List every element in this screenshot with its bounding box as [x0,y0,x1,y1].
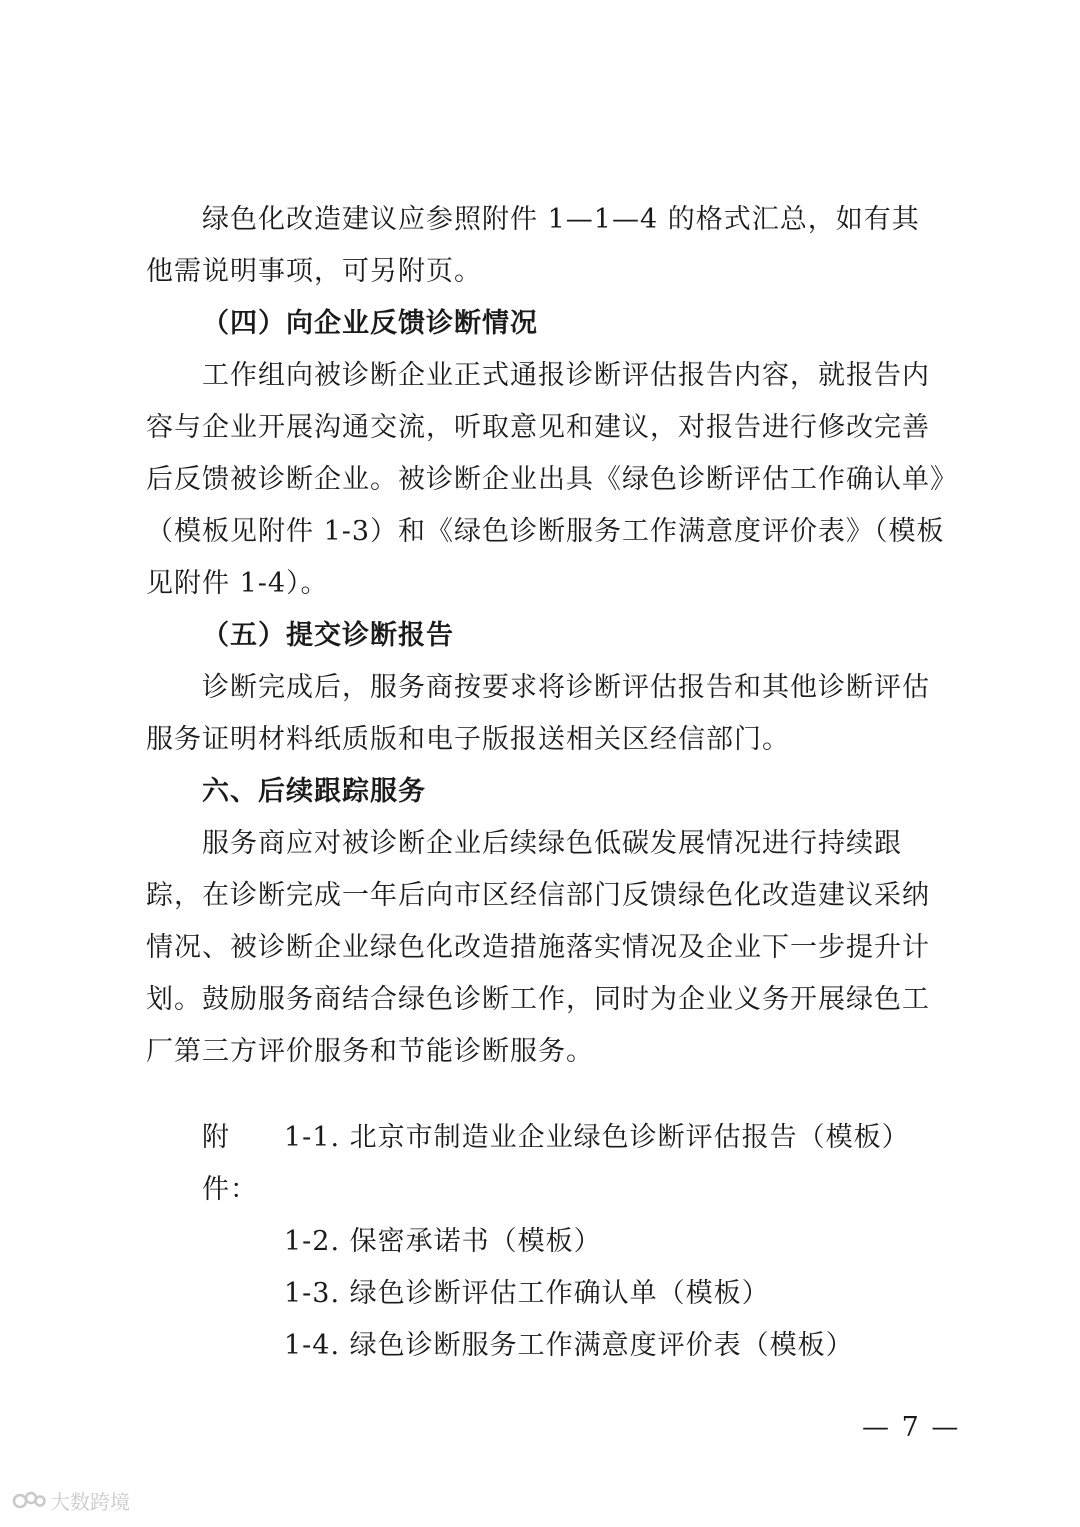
attachment-item-text: 1-3. 绿色诊断评估工作确认单（模板） [284,1278,770,1309]
document-body [146,194,946,1078]
watermark-text: 大数跨境 [50,1490,130,1514]
attachment-item-text: 1-2. 保密承诺书（模板） [284,1226,602,1257]
section-heading-follow-up: 六、后续跟踪服务 [202,776,426,807]
paragraph-submit-report: 诊断完成后，服务商按要求将诊断评估报告和其他诊断评估服务证明材料纸质版和电子版报送相关区经信部门。 [146,672,930,755]
paragraph-follow-up: 服务商应对被诊断企业后续绿色低碳发展情况进行持续跟踪，在诊断完成一年后向市区经信部门反馈绿色化改造建议采纳情况、被诊断企业绿色化改造措施落实情况及企业下一步提升计划。鼓励服务商结合绿色诊断工作，同时为企业义务开展绿色工厂第三方评价服务和节能诊断服务。 [146,828,930,1067]
paragraph-formatting-note: 绿色化改造建议应参照附件 1—1—4 的格式汇总，如有其他需说明事项，可另附页。 [146,204,920,287]
attachment-item [202,1320,910,1372]
section-heading-submit-report: （五）提交诊断报告 [202,620,454,651]
paragraph-feedback: 工作组向被诊断企业正式通报诊断评估报告内容，就报告内容与企业开展沟通交流，听取意见和建议，对报告进行修改完善后反馈被诊断企业。被诊断企业出具《绿色诊断评估工作确认单》（模板见附件 1-3）和《绿色诊断服务工作满意度评价表》（模板见附件 1-4）。 [146,360,945,599]
attachment-item [202,1216,910,1268]
watermark [12,1486,130,1515]
page-number: — 7 — [862,1412,961,1443]
brand-logo-icon [12,1488,46,1514]
attachment-item-text: 1-1. 北京市制造业企业绿色诊断评估报告（模板） [284,1122,910,1153]
attachment-item-text: 1-4. 绿色诊断服务工作满意度评价表（模板） [284,1330,854,1361]
attachments-list [202,1112,910,1372]
section-heading-feedback: （四）向企业反馈诊断情况 [202,308,538,339]
attachments-label: 附件： [202,1122,258,1205]
attachment-item [202,1268,910,1320]
attachment-item [202,1112,910,1216]
